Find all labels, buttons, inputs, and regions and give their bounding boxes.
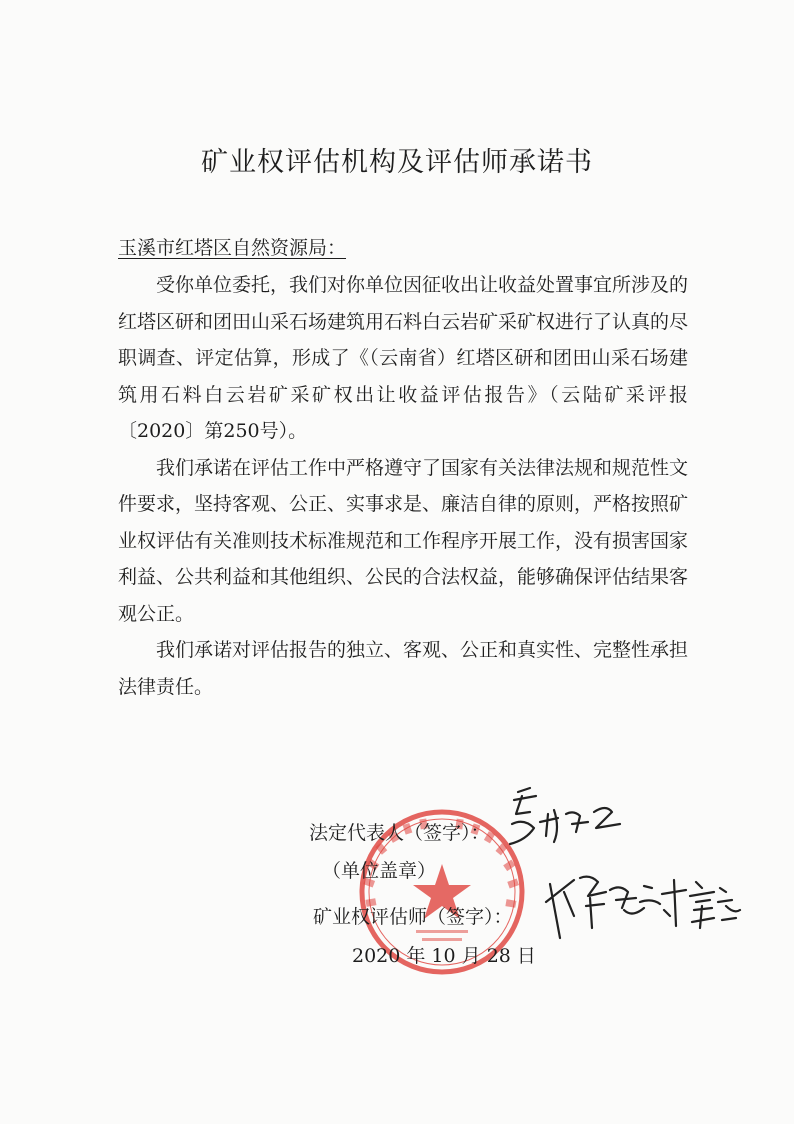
signing-date: 2020 年 10 月 28 日 — [352, 945, 536, 967]
appraiser-signature-2-icon — [656, 870, 746, 936]
appraiser-label: 矿业权评估师（签字）： — [313, 906, 513, 928]
paragraph-compliance: 我们承诺在评估工作中严格遵守了国家有关法律法规和规范性文件要求，坚持客观、公正、实事求是、廉洁自律的原则，严格按照矿业权评估有关准则技术标准规范和工作程序开展工作，没有损害国家利益、公共利益和其他组织、公民的合法权益，能够确保评估结果客观公正。 — [118, 456, 689, 625]
recipient-line — [118, 233, 346, 260]
recipient-name: 玉溪市红塔区自然资源局： — [118, 237, 347, 259]
appraiser-signature-1-icon — [540, 862, 670, 942]
legal-representative-signature-icon — [496, 784, 636, 856]
seal-label: （单位盖章） — [322, 860, 437, 882]
legal-representative-label: 法定代表人（签字）： — [309, 822, 490, 844]
paragraph-entrustment: 受你单位委托，我们对你单位因征收出让收益处置事宜所涉及的红塔区研和团田山采石场建筑用石料白云岩矿采矿权进行了认真的尽职调查、评定估算，形成了《（云南省）红塔区研和团田山采石场建筑用石料白云岩矿采矿权出让收益评估报告》（云陆矿采评报〔2020〕第250号）。 — [118, 274, 689, 442]
document-title: 矿业权评估机构及评估师承诺书 — [201, 147, 593, 178]
paragraph-responsibility: 我们承诺对评估报告的独立、客观、公正和真实性、完整性承担法律责任。 — [118, 639, 689, 698]
document-body — [118, 267, 688, 705]
